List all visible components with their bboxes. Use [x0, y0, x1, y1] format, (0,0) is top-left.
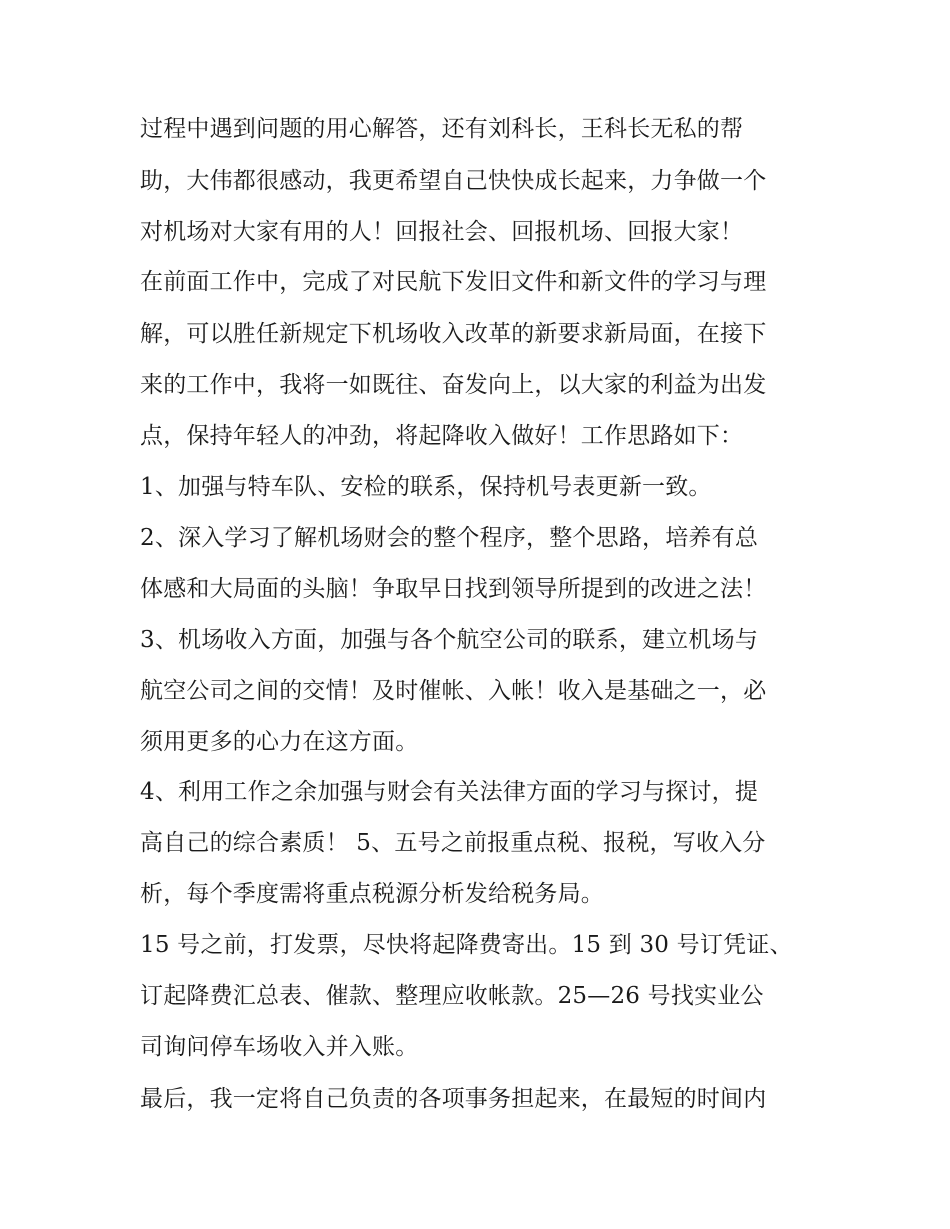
text-line: 对机场对大家有用的人！回报社会、回报机场、回报大家！ — [140, 219, 744, 245]
text-line: 析，每个季度需将重点税源分析发给税务局。 — [140, 881, 604, 907]
text-line: 在前面工作中，完成了对民航下发旧文件和新文件的学习与理 — [140, 269, 767, 295]
text-line: 体感和大局面的头脑！争取早日找到领导所提到的改进之法！ — [140, 576, 767, 602]
text-line: 助，大伟都很感动，我更希望自己快快成长起来，力争做一个 — [140, 168, 767, 194]
list-item: 3、机场收入方面，加强与各个航空公司的联系，建立机场与 — [140, 627, 759, 653]
list-item: 4、利用工作之余加强与财会有关法律方面的学习与探讨，提 — [140, 779, 759, 805]
text-line: 司询问停车场收入并入账。 — [140, 1034, 419, 1060]
text-line: 须用更多的心力在这方面。 — [140, 729, 419, 755]
text-line: 航空公司之间的交情！及时催帐、入帐！收入是基础之一，必 — [140, 678, 767, 704]
text-line: 订起降费汇总表、催款、整理应收帐款。25—26 号找实业公 — [140, 983, 764, 1009]
text-line: 解，可以胜任新规定下机场收入改革的新要求新局面，在接下 — [140, 321, 767, 347]
list-item: 2、深入学习了解机场财会的整个程序，整个思路，培养有总 — [140, 525, 759, 551]
text-line: 来的工作中，我将一如既往、奋发向上，以大家的利益为出发 — [140, 372, 767, 398]
text-line: 最后，我一定将自己负责的各项事务担起来，在最短的时间内 — [140, 1086, 767, 1112]
list-item: 1、加强与特车队、安检的联系，保持机号表更新一致。 — [140, 474, 712, 500]
text-line: 点，保持年轻人的冲劲，将起降收入做好！工作思路如下： — [140, 423, 744, 449]
text-line: 过程中遇到问题的用心解答，还有刘科长，王科长无私的帮 — [140, 116, 744, 142]
text-line: 15 号之前，打发票，尽快将起降费寄出。15 到 30 号订凭证、 — [140, 932, 793, 958]
text-line: 高自己的综合素质！ 5、五号之前报重点税、报税，写收入分 — [140, 830, 766, 856]
